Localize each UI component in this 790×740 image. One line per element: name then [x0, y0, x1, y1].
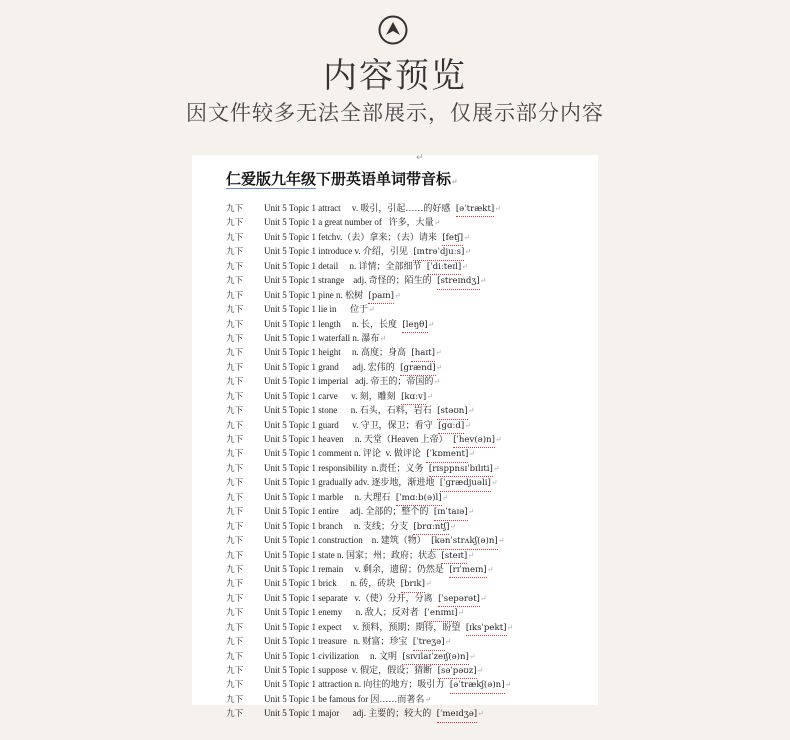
phonetic-transcription: [ˈsepərət] [438, 592, 480, 607]
phonetic-transcription: [ˈenɪmɪ] [424, 606, 457, 621]
word-row [226, 475, 596, 489]
word-row [226, 244, 596, 258]
paragraph-mark-icon: ↵ [416, 153, 424, 163]
phonetic-transcription: [ˈmɑːb(ə)l] [396, 491, 442, 506]
phonetic-transcription: [əˈtrækt] [456, 202, 494, 217]
phonetic-transcription: [steɪt] [441, 549, 467, 564]
grade-label: 九下 [226, 276, 244, 287]
paragraph-mark-icon: ↵ [394, 290, 401, 300]
word-entry: Unit 5 Topic 1 brick n. 砖，砖块 [264, 578, 396, 589]
paragraph-mark-icon: ↵ [461, 261, 468, 271]
word-entry: Unit 5 Topic 1 expect v. 预料，预期；期待，盼望 [264, 621, 461, 632]
paragraph-mark-icon: ↵ [449, 521, 457, 531]
word-entry: Unit 5 Topic 1 attraction n. 向往的地方；吸引力 [264, 679, 445, 690]
word-entry: Unit 5 Topic 1 major adj. 主要的；较大的 [264, 708, 432, 719]
phonetic-transcription: [haɪt] [411, 346, 435, 361]
word-row [226, 446, 596, 460]
grade-label: 九下 [226, 666, 244, 676]
grade-label: 九下 [226, 319, 244, 330]
paragraph-mark-icon: ↵ [435, 348, 442, 358]
word-row [226, 403, 596, 417]
paragraph-mark-icon: ↵ [467, 550, 474, 560]
word-row [226, 576, 596, 590]
phonetic-transcription: [ɪksˈpekt] [466, 621, 507, 636]
paragraph-mark-icon: ↵ [479, 276, 487, 286]
word-entry: Unit 5 Topic 1 strange adj. 奇怪的；陌生的 [264, 275, 432, 286]
paragraph-mark-icon: ↵ [468, 449, 476, 459]
word-entry: Unit 5 Topic 1 marble n. 大理石 [264, 491, 391, 502]
word-row [226, 519, 596, 533]
grade-label: 九下 [226, 449, 244, 460]
paragraph-mark-icon: ↵ [457, 608, 465, 618]
word-row [226, 201, 596, 215]
grade-label: 九下 [226, 579, 244, 590]
word-entry: Unit 5 Topic 1 civilization n. 文明 [264, 650, 397, 661]
word-row [226, 432, 596, 446]
document-title [226, 168, 458, 189]
phonetic-transcription: [ɡɑːd] [438, 419, 464, 434]
grade-label: 九下 [226, 564, 244, 575]
phonetic-transcription: [fetʃ] [442, 231, 463, 246]
paragraph-mark-icon: ↵ [464, 247, 472, 257]
phonetic-transcription: [ˈdiːteɪl] [427, 260, 461, 275]
word-entry: Unit 5 Topic 1 treasure n. 财富；珍宝 [264, 636, 408, 647]
phonetic-transcription: [leŋθ] [402, 318, 427, 333]
word-row [226, 360, 596, 374]
word-entry: Unit 5 Topic 1 length n. 长，长度 [264, 318, 397, 329]
grade-label: 九下 [226, 463, 244, 474]
word-row [226, 302, 596, 316]
phonetic-transcription: [paɪn] [368, 289, 394, 304]
grade-label: 九下 [226, 550, 244, 561]
word-row [226, 591, 596, 605]
word-entry: Unit 5 Topic 1 gradually adv. 逐步地，渐进地 [264, 477, 435, 488]
word-entry: Unit 5 Topic 1 state n. 国家；州；政府；状态 [264, 549, 436, 560]
phonetic-transcription: [stəʊn] [437, 404, 468, 419]
document-title-part-1: 仁爱版九年级 [226, 170, 317, 188]
word-row [226, 663, 596, 677]
page-title: 内容预览 [323, 56, 467, 96]
grade-label: 九下 [226, 377, 244, 388]
phonetic-transcription: [ɪnˈtaɪə] [434, 505, 468, 520]
word-row [226, 215, 596, 229]
phonetic-transcription: [səˈpəʊz] [438, 664, 477, 679]
grade-label: 九下 [226, 651, 244, 662]
phonetic-transcription: [ˈmeɪdʒə] [437, 707, 478, 722]
word-row [226, 230, 596, 244]
word-row [226, 677, 596, 691]
word-entry: Unit 5 Topic 1 pine n. 松树 [264, 289, 363, 300]
word-entry: Unit 5 Topic 1 lie in 位于 [264, 304, 368, 315]
paragraph-mark-icon: ↵ [495, 435, 502, 444]
phonetic-transcription: [streɪndʒ] [437, 274, 479, 289]
paragraph-mark-icon: ↵ [492, 463, 500, 473]
word-entry: Unit 5 Topic 1 separate v.（使）分开，分离 [264, 592, 433, 603]
paragraph-mark-icon: ↵ [479, 593, 487, 603]
grade-label: 九下 [226, 247, 244, 258]
grade-label: 九下 [226, 492, 244, 503]
word-entry: Unit 5 Topic 1 fetchv.（去）拿来；（去）请来 [264, 231, 437, 242]
word-entry: Unit 5 Topic 1 branch n. 支线；分支 [264, 520, 408, 531]
grade-label: 九下 [226, 362, 244, 373]
paragraph-mark-icon: ↵ [426, 391, 433, 401]
grade-label: 九下 [226, 637, 244, 648]
word-row [226, 345, 596, 359]
paragraph-mark-icon: ↵ [490, 478, 498, 488]
phonetic-transcription: [ˈhev(ə)n] [453, 433, 495, 448]
word-entry: Unit 5 Topic 1 imperial adj. 帝王的；帝国的 [264, 376, 434, 387]
word-row [226, 548, 596, 562]
word-entry: Unit 5 Topic 1 height n. 高度；身高 [264, 347, 406, 358]
grade-label: 九下 [226, 420, 244, 431]
word-entry: Unit 5 Topic 1 comment n. 评论 v. 做评论 [264, 448, 421, 459]
word-row [226, 418, 596, 432]
paragraph-mark-icon: ↵ [444, 637, 452, 647]
preview-header [0, 0, 790, 150]
grade-label: 九下 [226, 521, 244, 532]
phonetic-transcription: [sɪvɪlaɪˈzeɪʃ(ə)n] [402, 650, 468, 665]
word-entry: Unit 5 Topic 1 carve v. 刻，雕刻 [264, 390, 396, 401]
phonetic-transcription: [kənˈstrʌkʃ(ə)n] [431, 534, 498, 549]
word-row [226, 374, 596, 388]
grade-label: 九下 [226, 536, 244, 547]
word-row [226, 649, 596, 663]
paragraph-mark-icon: ↵ [504, 680, 512, 690]
word-row [226, 562, 596, 576]
phonetic-transcription: [rɪˈmeɪn] [449, 563, 486, 578]
word-entry: Unit 5 Topic 1 suppose v. 假定，假设；猜断 [264, 665, 433, 675]
grade-label: 九下 [226, 694, 244, 705]
word-entry: Unit 5 Topic 1 a great number of 许多，大量 [264, 217, 434, 228]
word-row [226, 461, 596, 475]
word-row [226, 317, 596, 331]
page-subtitle: 因文件较多无法全部展示，仅展示部分内容 [186, 101, 604, 125]
word-entry: Unit 5 Topic 1 grand adj. 宏伟的 [264, 361, 395, 372]
word-entry: Unit 5 Topic 1 attract v. 吸引，引起……的好感 [264, 203, 451, 213]
word-entry: Unit 5 Topic 1 entire adj. 全部的；整个的 [264, 506, 429, 517]
grade-label: 九下 [226, 622, 244, 633]
grade-label: 九下 [226, 348, 244, 359]
paragraph-mark-icon: ↵ [433, 377, 441, 387]
word-row [226, 331, 596, 345]
word-row [226, 259, 596, 273]
paragraph-mark-icon: ↵ [477, 709, 484, 719]
paragraph-mark-icon: ↵ [494, 204, 501, 213]
word-entry: Unit 5 Topic 1 introduce v. 介绍，引见 [264, 246, 408, 257]
word-entry: Unit 5 Topic 1 construction n. 建筑（物） [264, 535, 426, 546]
paragraph-mark-icon: ↵ [486, 564, 494, 574]
word-row [226, 504, 596, 518]
word-entry: Unit 5 Topic 1 remain v. 剩余，遗留；仍然是 [264, 563, 444, 574]
word-entry: Unit 5 Topic 1 heaven n. 天堂（Heaven 上帝） [264, 434, 448, 444]
grade-label: 九下 [226, 680, 244, 691]
word-row [226, 634, 596, 648]
paragraph-mark-icon: ↵ [467, 507, 475, 517]
word-row [226, 490, 596, 504]
grade-label: 九下 [226, 261, 244, 272]
up-arrow-circle-icon [378, 15, 408, 45]
grade-label: 九下 [226, 593, 244, 604]
grade-label: 九下 [226, 333, 244, 344]
grade-label: 九下 [226, 232, 244, 243]
grade-label: 九下 [226, 406, 244, 417]
phonetic-transcription: [əˈtrækʃ(ə)n] [450, 678, 505, 693]
paragraph-mark-icon: ↵ [506, 622, 514, 632]
phonetic-transcription: [ˈtreʒə] [413, 635, 445, 650]
paragraph-mark-icon: ↵ [468, 651, 476, 661]
paragraph-mark-icon: ↵ [424, 694, 432, 704]
word-entry: Unit 5 Topic 1 guard v. 守卫，保卫；看守 [264, 419, 433, 430]
phonetic-transcription: [ˈɡrædjuəli] [440, 476, 491, 491]
phonetic-transcription: [kɑːv] [401, 390, 426, 405]
paragraph-mark-icon: ↵ [463, 232, 470, 242]
paragraph-mark-icon: ↵ [433, 218, 441, 228]
word-row [226, 605, 596, 619]
grade-label: 九下 [226, 204, 244, 214]
word-row [226, 288, 596, 302]
paragraph-mark-icon: ↵ [367, 305, 375, 315]
word-entry: Unit 5 Topic 1 waterfall n. 瀑布 [264, 332, 380, 343]
grade-label: 九下 [226, 608, 244, 619]
document-title-part-2: 下册英语单词带音标 [316, 170, 452, 188]
word-row [226, 389, 596, 403]
grade-label: 九下 [226, 305, 244, 316]
grade-label: 九下 [226, 435, 244, 445]
word-entry: Unit 5 Topic 1 stone n. 石头，石料，岩石 [264, 405, 432, 416]
paragraph-mark-icon: ↵ [435, 362, 443, 372]
phonetic-transcription: [ɪntrəˈdjuːs] [413, 245, 464, 260]
grade-label: 九下 [226, 709, 244, 720]
paragraph-mark-icon: ↵ [497, 536, 505, 546]
paragraph-mark-icon: ↵ [476, 666, 484, 675]
word-entry: Unit 5 Topic 1 detail n. 详情；全部细节 [264, 260, 422, 271]
paragraph-mark-icon: ↵ [427, 319, 435, 329]
phonetic-transcription: [rɪsppnsɪˈbɪlɪti] [429, 462, 493, 477]
word-entry: Unit 5 Topic 1 be famous for 因……而著名 [264, 693, 425, 704]
phonetic-transcription: [brɪk] [401, 577, 425, 592]
paragraph-mark-icon: ↵ [379, 333, 387, 343]
document-preview [192, 153, 598, 720]
paragraph-mark-icon: ↵ [424, 579, 432, 589]
phonetic-transcription: [ˈkɒment] [426, 447, 468, 462]
grade-label: 九下 [226, 218, 244, 229]
grade-label: 九下 [226, 290, 244, 301]
phonetic-transcription: [brɑːntʃ] [413, 520, 449, 535]
paragraph-mark-icon: ↵ [467, 406, 475, 416]
word-entry: Unit 5 Topic 1 enemy n. 敌人；反对者 [264, 607, 419, 618]
word-row [226, 706, 596, 720]
word-row [226, 533, 596, 547]
grade-label: 九下 [226, 391, 244, 402]
word-list [226, 201, 596, 721]
grade-label: 九下 [226, 507, 244, 518]
word-row [226, 273, 596, 287]
grade-label: 九下 [226, 478, 244, 489]
word-row [226, 692, 596, 706]
word-row [226, 620, 596, 634]
paragraph-mark-icon: ↵ [441, 492, 449, 502]
paragraph-mark-icon: ↵ [451, 176, 458, 186]
paragraph-mark-icon: ↵ [464, 420, 471, 430]
word-entry: Unit 5 Topic 1 responsibility n.责任；义务 [264, 462, 424, 473]
phonetic-transcription: [grænd] [400, 361, 435, 376]
